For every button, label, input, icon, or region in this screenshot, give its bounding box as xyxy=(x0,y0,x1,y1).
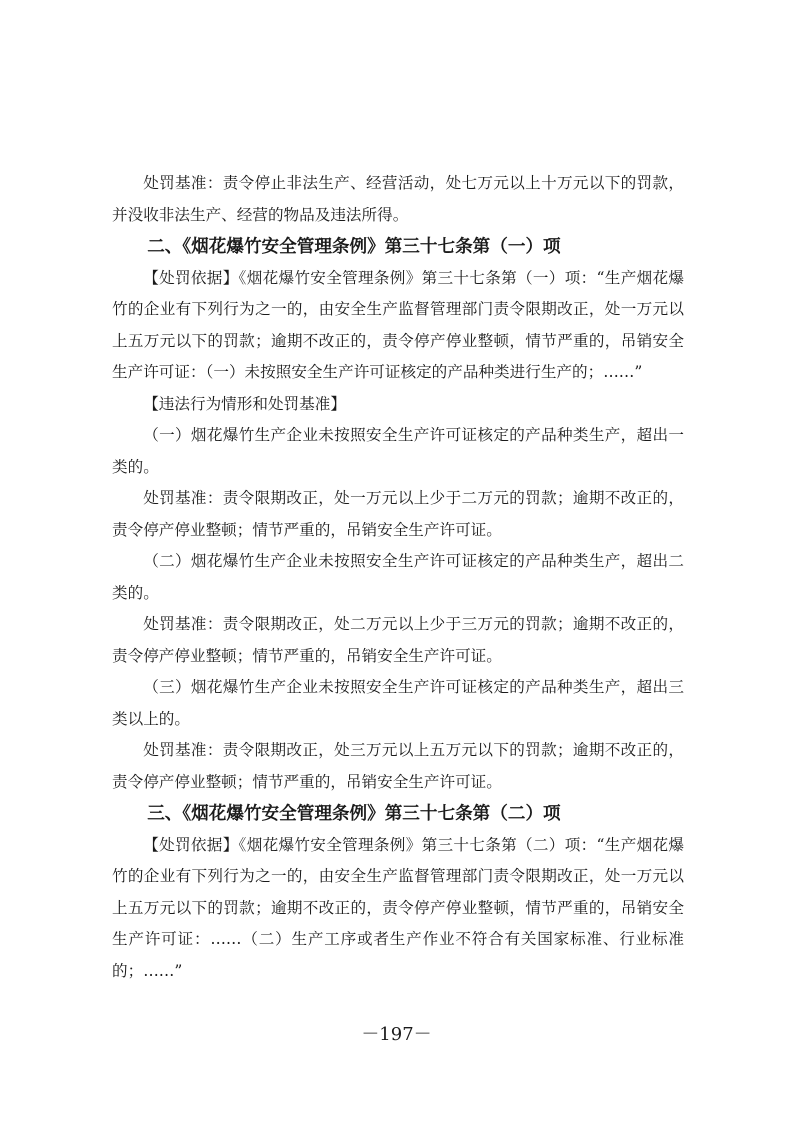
paragraph: （一）烟花爆竹生产企业未按照安全生产许可证核定的产品种类生产，超出一类的。 xyxy=(112,426,684,476)
section-heading: 二、《烟花爆竹安全管理条例》第三十七条第（一）项 xyxy=(147,236,561,257)
paragraph: 处罚基准：责令限期改正，处二万元以上少于三万元的罚款；逾期不改正的，责令停产停业整顿；情节严重的，吊销安全生产许可证。 xyxy=(112,615,684,665)
paragraph: 【违法行为情形和处罚基准】 xyxy=(143,394,346,413)
paragraph: （三）烟花爆竹生产企业未按照安全生产许可证核定的产品种类生产，超出三类以上的。 xyxy=(112,678,684,728)
paragraph: 【处罚依据】《烟花爆竹安全管理条例》第三十七条第（二）项：“生产烟花爆竹的企业有下列行为之一的，由安全生产监督管理部门责令限期改正，处一万元以上五万元以下的罚款；逾期不改正的，责令停产停业整顿，情节严重的，吊销安全生产许可证：……（二）生产工序或者生产作业不符合有关国家标准、行业标准的；……” xyxy=(112,835,684,980)
paragraph: 处罚基准：责令停止非法生产、经营活动，处七万元以上十万元以下的罚款，并没收非法生产、经营的物品及违法所得。 xyxy=(112,174,684,224)
document-body xyxy=(112,168,684,987)
paragraph: 处罚基准：责令限期改正，处一万元以上少于二万元的罚款；逾期不改正的，责令停产停业整顿；情节严重的，吊销安全生产许可证。 xyxy=(112,489,684,539)
section-heading: 三、《烟花爆竹安全管理条例》第三十七条第（二）项 xyxy=(147,803,561,824)
page-number: －197－ xyxy=(361,1024,432,1045)
paragraph: （二）烟花爆竹生产企业未按照安全生产许可证核定的产品种类生产，超出二类的。 xyxy=(112,552,684,602)
paragraph: 处罚基准：责令限期改正，处三万元以上五万元以下的罚款；逾期不改正的，责令停产停业整顿；情节严重的，吊销安全生产许可证。 xyxy=(112,741,684,791)
paragraph: 【处罚依据】《烟花爆竹安全管理条例》第三十七条第（一）项：“生产烟花爆竹的企业有下列行为之一的，由安全生产监督管理部门责令限期改正，处一万元以上五万元以下的罚款；逾期不改正的，责令停产停业整顿，情节严重的，吊销安全生产许可证：（一）未按照安全生产许可证核定的产品种类进行生产的；……” xyxy=(112,268,684,381)
